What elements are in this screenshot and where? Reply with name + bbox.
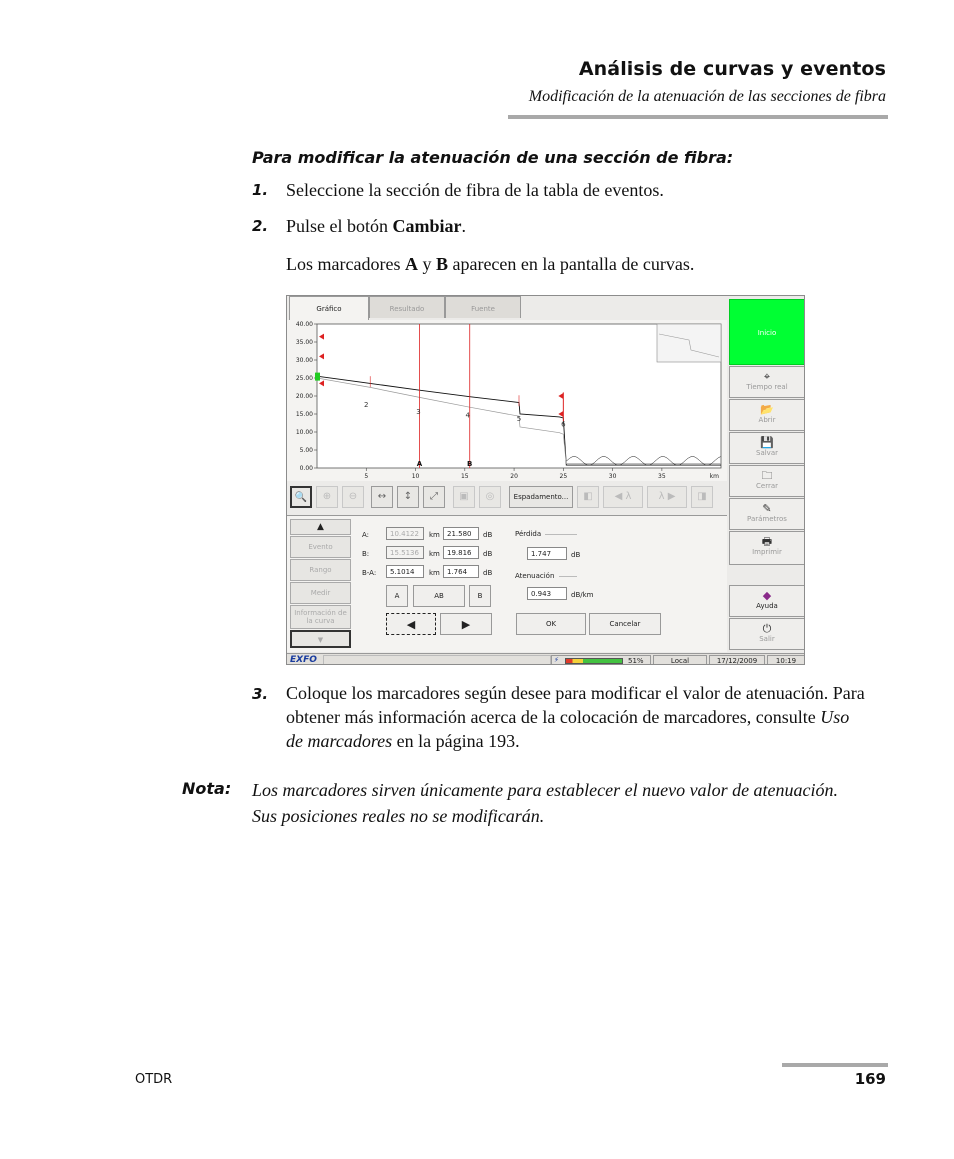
- graph-toolbar: [287, 483, 727, 511]
- ba-db-field[interactable]: 1.764: [443, 565, 479, 578]
- zoom-pointer-button[interactable]: [290, 486, 312, 508]
- battery-cell: [551, 655, 651, 665]
- marker-ab-button[interactable]: AB: [413, 585, 465, 607]
- power-icon: ⏻: [762, 622, 772, 635]
- note-label: Nota:: [182, 779, 232, 798]
- y-tick-label: 15.00: [295, 411, 313, 418]
- time-cell: 10:19: [767, 655, 805, 665]
- event-number-label: 2: [364, 400, 369, 409]
- marker-b-button[interactable]: B: [469, 585, 491, 607]
- x-tick-label: 25: [559, 473, 568, 480]
- page-number: 169: [854, 1070, 886, 1088]
- zoom-horizontal-icon: ↔: [377, 491, 387, 502]
- marker-label-a: A: [416, 460, 423, 468]
- y-tick-label: 10.00: [295, 429, 313, 436]
- event-button[interactable]: Evento: [290, 536, 351, 558]
- save-button[interactable]: 💾 Salvar: [729, 432, 805, 464]
- tab-resultado[interactable]: Resultado: [369, 296, 445, 318]
- trace-plot[interactable]: [287, 320, 727, 481]
- chevron-left-icon: ◀: [614, 491, 623, 502]
- y-tick-label: 5.00: [299, 447, 313, 454]
- move-left-button[interactable]: [386, 613, 436, 635]
- y-tick-label: 0.00: [299, 465, 313, 472]
- book-icon: ◆: [762, 589, 772, 602]
- realtime-button[interactable]: ⌖ Tiempo real: [729, 366, 805, 398]
- x-axis-unit: km: [709, 473, 719, 480]
- perdida-field[interactable]: 1.747: [527, 547, 567, 560]
- x-tick-label: 10: [411, 473, 420, 480]
- b-db-unit: dB: [483, 550, 493, 558]
- running-header-subtitle: Modificación de la atenuación de las secciones de fibra: [528, 88, 886, 105]
- mode-cell: Local: [653, 655, 707, 665]
- footer-rule: [782, 1063, 888, 1067]
- running-header-title: Análisis de curvas y eventos: [578, 58, 886, 80]
- x-tick-label: 5: [364, 473, 369, 480]
- scroll-down-button[interactable]: [290, 630, 351, 648]
- reset-zoom-icon: ◎: [485, 491, 495, 502]
- trace-left-icon: ◧: [583, 491, 593, 502]
- triangle-down-icon: ▼: [317, 636, 324, 644]
- trace-info-button[interactable]: Información de la curva: [290, 605, 351, 629]
- zoom-vertical-icon: ↕: [403, 491, 413, 502]
- zoom-out-icon: ⊖: [348, 491, 358, 502]
- atenuacion-divider: [559, 576, 577, 577]
- zoom-in-icon: ⊕: [322, 491, 332, 502]
- triangle-up-icon: ▲: [317, 522, 324, 532]
- trace-prev-button[interactable]: [577, 486, 599, 508]
- y-tick-label: 30.00: [295, 357, 313, 364]
- floppy-icon: 💾: [760, 436, 774, 449]
- magnifier-icon: 🔍: [294, 492, 308, 503]
- printer-icon: 🖶: [761, 535, 773, 548]
- tab-grafico[interactable]: Gráfico: [289, 296, 369, 320]
- plug-icon: ⚡: [554, 656, 559, 664]
- print-button[interactable]: 🖶 Imprimir: [729, 531, 805, 565]
- a-label: A:: [362, 531, 370, 539]
- exit-button[interactable]: ⏻ Salir: [729, 618, 805, 650]
- arrow-left-icon: ◀: [406, 618, 416, 631]
- trace-right-icon: ◨: [697, 491, 707, 502]
- atenuacion-field[interactable]: 0.943: [527, 587, 567, 600]
- a-distance-field[interactable]: 10.4122: [386, 527, 424, 540]
- header-rule: [508, 115, 888, 119]
- ok-button[interactable]: OK: [516, 613, 586, 635]
- a-db-field[interactable]: 21.580: [443, 527, 479, 540]
- event-number-label: 6: [561, 420, 566, 429]
- step-3-text: Coloque los marcadores según desee para modificar el valor de atenuación. Para obtener más información acerca de la colocación de marcadores, consulte Uso de marcadores en la página 193.: [286, 683, 865, 751]
- step-3-number: 3.: [252, 685, 269, 703]
- date-cell: 17/12/2009: [709, 655, 765, 665]
- a-db-unit: dB: [483, 531, 493, 539]
- perdida-label: Pérdida: [515, 530, 542, 538]
- chevron-right-icon: ▶: [667, 491, 676, 502]
- marker-a-button[interactable]: A: [386, 585, 408, 607]
- status-bar: [287, 653, 805, 665]
- b-km-unit: km: [429, 550, 440, 558]
- perdida-divider: [545, 534, 577, 535]
- battery-percent: 51%: [628, 657, 644, 665]
- tab-fuente[interactable]: Fuente: [445, 296, 521, 318]
- marker-panel: [287, 515, 727, 652]
- x-tick-label: 30: [608, 473, 617, 480]
- y-tick-label: 20.00: [295, 393, 313, 400]
- overview-inset: [657, 324, 721, 362]
- start-button[interactable]: Inicio: [729, 299, 805, 365]
- measure-button[interactable]: Medir: [290, 582, 351, 604]
- x-tick-label: 35: [658, 473, 666, 480]
- fit-icon: ▣: [459, 491, 469, 502]
- otdr-screenshot: [286, 295, 805, 665]
- folder-icon: 🗀: [761, 469, 773, 482]
- ba-km-unit: km: [429, 569, 440, 577]
- move-right-button[interactable]: [440, 613, 492, 635]
- ba-label: B-A:: [362, 569, 377, 577]
- event-number-label: 3: [416, 408, 421, 416]
- b-db-field[interactable]: 19.816: [443, 546, 479, 559]
- step-1-number: 1.: [252, 181, 269, 199]
- status-message: [323, 655, 551, 665]
- zoom-fit-button[interactable]: [453, 486, 475, 508]
- zoom-in-button[interactable]: [316, 486, 338, 508]
- event-number-label: 5: [516, 415, 522, 424]
- footer-product: OTDR: [135, 1072, 173, 1087]
- note-text: Los marcadores sirven únicamente para establecer el nuevo valor de atenuación. Sus posiciones reales no se modificarán.: [252, 780, 839, 826]
- ba-distance-field[interactable]: 5.1014: [386, 565, 424, 578]
- atenuacion-unit: dB/km: [571, 591, 594, 599]
- x-tick-label: 20: [510, 473, 518, 480]
- close-button[interactable]: 🗀 Cerrar: [729, 465, 805, 497]
- y-tick-label: 40.00: [295, 321, 313, 328]
- b-label: B:: [362, 550, 370, 558]
- trace-chart[interactable]: [287, 320, 727, 481]
- range-button[interactable]: Rango: [290, 559, 351, 581]
- battery-gauge: [565, 658, 623, 664]
- y-tick-label: 35.00: [295, 339, 313, 346]
- a-km-unit: km: [429, 531, 440, 539]
- zoom-out-button[interactable]: [342, 486, 364, 508]
- step-1-text: Seleccione la sección de fibra de la tabla de eventos.: [286, 180, 664, 200]
- lambda-next-button[interactable]: λ ▶: [647, 486, 687, 508]
- zoom-vertical-button[interactable]: [397, 486, 419, 508]
- zoom-area-icon: ⤢: [430, 491, 438, 502]
- perdida-unit: dB: [571, 551, 581, 559]
- zoom-horizontal-button[interactable]: [371, 486, 393, 508]
- help-button[interactable]: ◆ Ayuda: [729, 585, 805, 617]
- side-menu: [729, 299, 805, 649]
- step-2-number: 2.: [252, 217, 269, 235]
- spacing-button[interactable]: Espadamento...: [509, 486, 573, 508]
- parameters-button[interactable]: ✎ Parámetros: [729, 498, 805, 530]
- y-tick-label: 25.00: [295, 375, 313, 382]
- launch-marker: [315, 373, 320, 381]
- settings-icon: ✎: [762, 502, 772, 515]
- cancel-button[interactable]: Cancelar: [589, 613, 661, 635]
- zoom-reset-button[interactable]: [479, 486, 501, 508]
- ba-db-unit: dB: [483, 569, 493, 577]
- open-folder-icon: 📂: [760, 403, 774, 416]
- open-button[interactable]: 📂 Abrir: [729, 399, 805, 431]
- b-distance-field[interactable]: 15.5136: [386, 546, 424, 559]
- lambda-prev-button[interactable]: ◀ λ: [603, 486, 643, 508]
- marker-label-b: B: [467, 460, 473, 468]
- scroll-up-button[interactable]: [290, 519, 351, 535]
- event-number-label: 4: [465, 411, 470, 420]
- crosshair-icon: ⌖: [763, 370, 771, 383]
- x-tick-label: 15: [460, 473, 469, 480]
- step-2-result: Los marcadores A y B aparecen en la pantalla de curvas.: [286, 254, 695, 274]
- arrow-right-icon: ▶: [461, 618, 471, 631]
- procedure-title: Para modificar la atenuación de una sección de fibra:: [252, 148, 734, 167]
- zoom-area-button[interactable]: [423, 486, 445, 508]
- trace-next-button[interactable]: [691, 486, 713, 508]
- step-2-text: Pulse el botón Cambiar.: [286, 216, 466, 236]
- atenuacion-label: Atenuación: [515, 572, 555, 580]
- exfo-logo: EXFO: [290, 655, 317, 665]
